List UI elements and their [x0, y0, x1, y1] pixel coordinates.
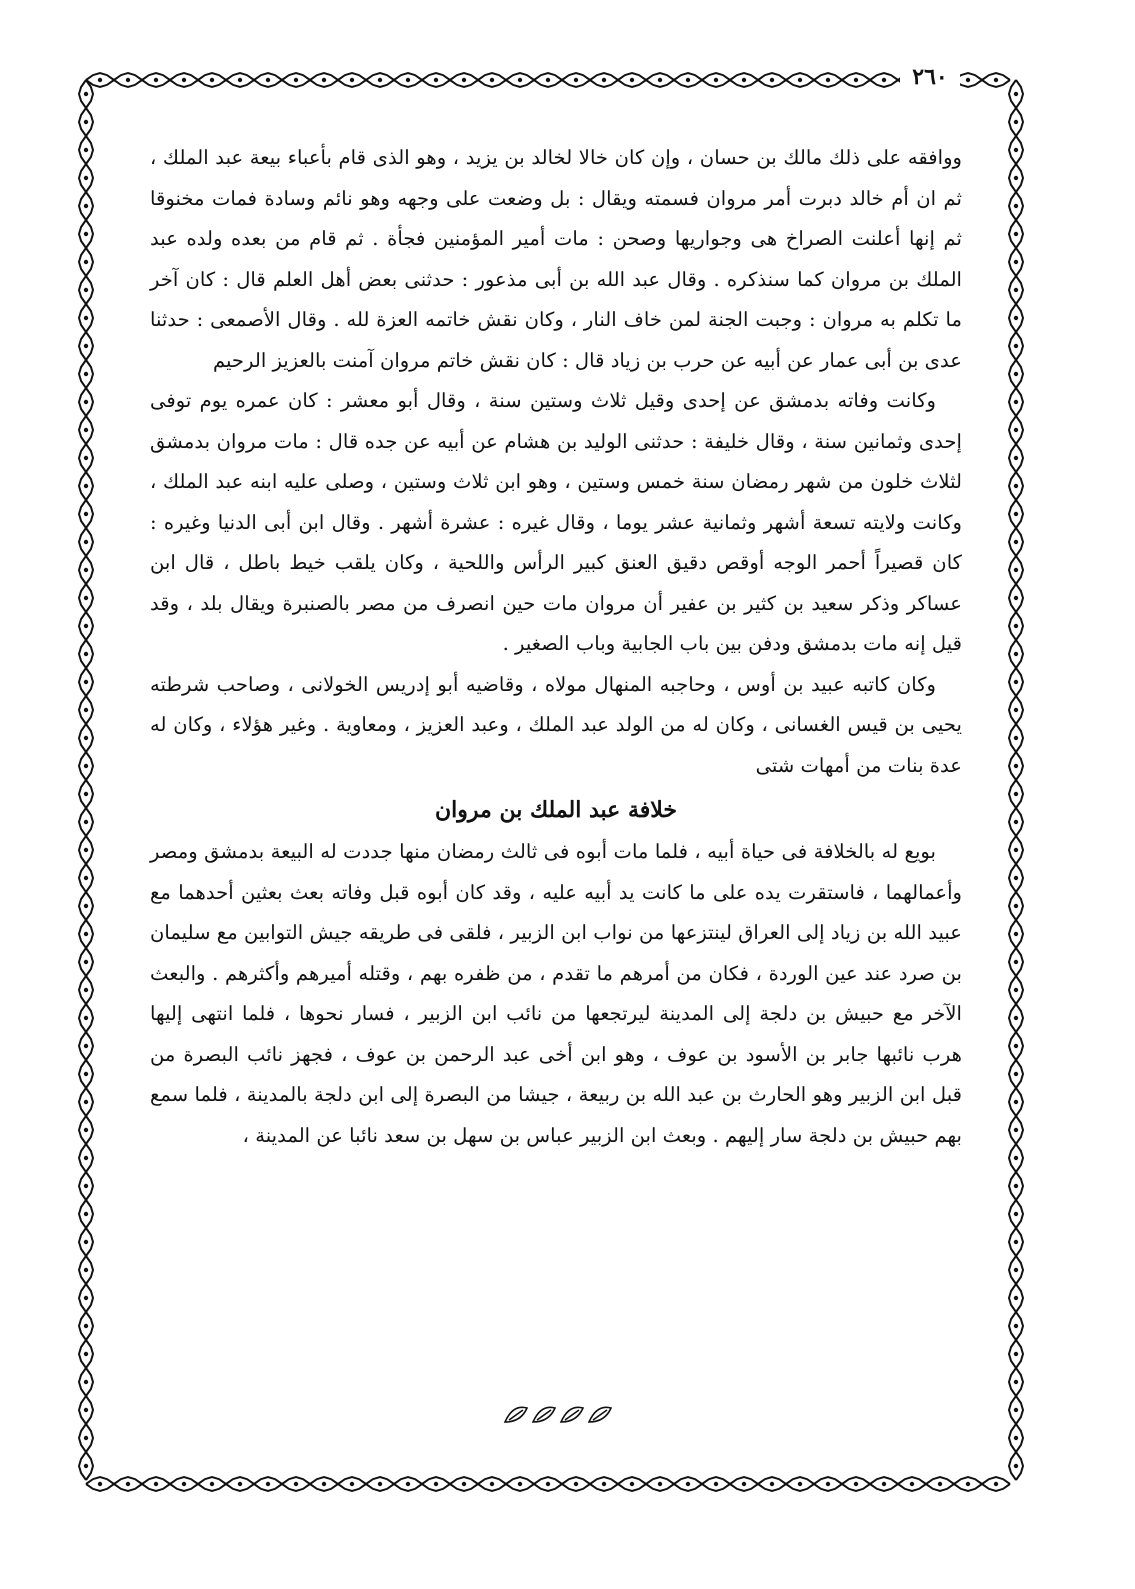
page-body — [150, 138, 962, 1156]
section-heading: خلافة عبد الملك بن مروان — [434, 797, 678, 823]
paragraph-4: بويع له بالخلافة فى حياة أبيه ، فلما مات أبوه فى ثالث رمضان منها جددت له البيعة بدمشق ومصر وأعمالهما ، فاستقرت يده على ما كانت يد أبيه عليه ، وقد كان أبوه قبل وفاته بعث بعثين أحدهما مع عبيد الله بن زياد إلى العراق لينتزعها من نواب ابن الزبير ، فلقى فى طريقه جيش التوابين مع سليمان بن صرد عند عين الوردة ، فكان من أمرهم ما تقدم ، من ظفره بهم ، وقتله أميرهم وأكثرهم . والبعث الآخر مع حبيش بن دلجة إلى المدينة ليرتجعها من نائب ابن الزبير ، فسار نحوها ، فلما انتهى إليها هرب نائبها جابر بن الأسود بن عوف ، وهو ابن أخى عبد الرحمن بن عوف ، فجهز نائب البصرة من قبل ابن الزبير وهو الحارث بن عبد الله بن ربيعة ، جيشا من البصرة إلى ابن دلجة بالمدينة ، فلما سمع بهم حبيش بن دلجة سار إليهم . وبعث ابن الزبير عباس بن سهل بن سعد نائبا عن المدينة ، — [150, 840, 962, 1147]
paragraph-1: ووافقه على ذلك مالك بن حسان ، وإن كان خالا لخالد بن يزيد ، وهو الذى قام بأعباء بيعة عبد الملك ، ثم ان أم خالد دبرت أمر مروان فسمته ويقال : بل وضعت على وجهه وهو نائم وسادة فمات مخنوقا ثم إنها أعلنت الصراخ هى وجواريها وصحن : مات أمير المؤمنين فجأة . ثم قام من بعده ولده عبد الملك بن مروان كما سنذكره . وقال عبد الله بن أبى مذعور : حدثنى بعض أهل العلم قال : كان آخر ما تكلم به مروان : وجبت الجنة لمن خاف النار ، وكان نقش خاتمه العزة لله . وقال الأصمعى : حدثنا عدى بن أبى عمار عن أبيه عن حرب بن زياد قال : كان نقش خاتم مروان آمنت بالعزيز الرحيم — [150, 146, 962, 372]
leaf-ornament-icon — [495, 1400, 625, 1430]
paragraph-2: وكانت وفاته بدمشق عن إحدى وقيل ثلاث وستين سنة ، وقال أبو معشر : كان عمره يوم توفى إحدى وثمانين سنة ، وقال خليفة : حدثنى الوليد بن هشام عن أبيه عن جده قال : مات مروان بدمشق لثلاث خلون من شهر رمضان سنة خمس وستين ، وهو ابن ثلاث وستين ، وصلى عليه ابنه عبد الملك ، وكانت ولايته تسعة أشهر وثمانية عشر يوما ، وقال غيره : عشرة أشهر . وقال ابن أبى الدنيا وغيره : كان قصيراً أحمر الوجه أوقص دقيق العنق كبير الرأس واللحية ، وكان يلقب خيط باطل ، قال ابن عساكر وذكر سعيد بن كثير بن عفير أن مروان مات حين انصرف من مصر بالصنبرة ويقال بلد ، وقد قيل إنه مات بدمشق ودفن بين باب الجابية وباب الصغير . — [150, 389, 962, 655]
paragraph-3: وكان كاتبه عبيد بن أوس ، وحاجبه المنهال مولاه ، وقاضيه أبو إدريس الخولانى ، وصاحب شرطته يحيى بن قيس الغسانى ، وكان له من الولد عبد الملك ، وعبد العزيز ، ومعاوية . وغير هؤلاء ، وكان له عدة بنات من أمهات شتى — [150, 672, 962, 777]
page-number: ٢٦٠ — [900, 62, 960, 92]
